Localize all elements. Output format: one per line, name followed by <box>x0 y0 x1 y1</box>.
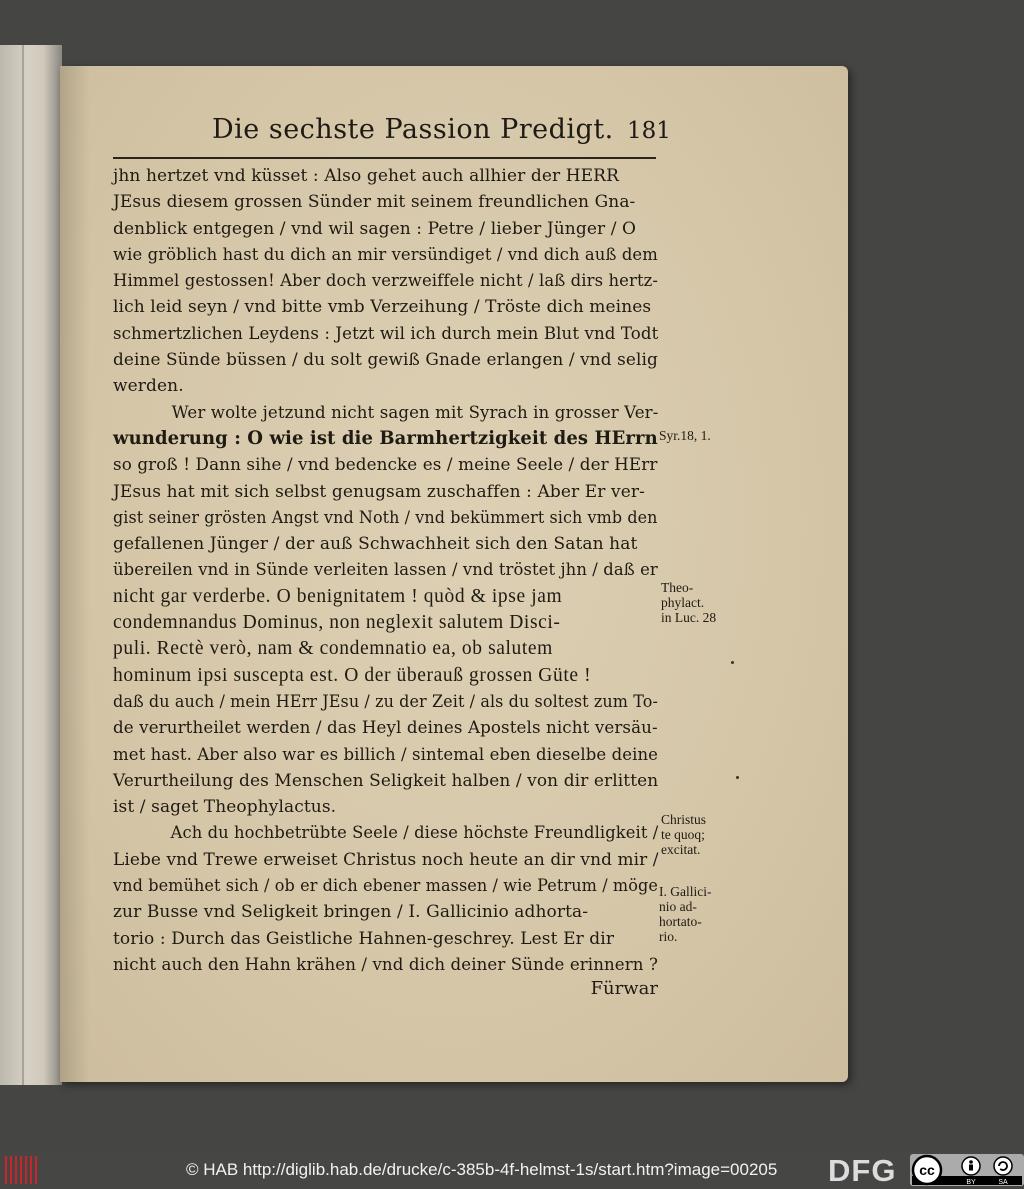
text-line: met hast. Aber also war es billich / sintemal eben dieselbe deine <box>113 744 659 765</box>
margin-note-line: Syr.18, 1. <box>659 428 711 443</box>
margin-note-line: in Luc. 28 <box>661 610 717 625</box>
text-line: wie gröblich hast du dich an mir versündiget / vnd dich auß dem <box>113 244 658 265</box>
text-line: Wer wolte jetzund nicht sagen mit Syrach in grosser Ver- <box>171 402 659 423</box>
gutter-shadow <box>60 66 90 1082</box>
text-line: vnd bemühet sich / ob er dich ebener massen / wie Petrum / möge <box>113 876 658 897</box>
margin-note-christus <box>661 812 706 857</box>
text-line: puli. Rectè verò, nam & condemnatio ea, ob salutem <box>113 638 553 660</box>
running-header: Die sechste Passion Predigt. <box>212 114 614 145</box>
dfg-logo: DFG <box>828 1153 897 1188</box>
paper-speck <box>731 661 734 664</box>
margin-note-theophylact <box>661 580 716 625</box>
text-line: gist seiner grösten Angst vnd Noth / vnd bekümmert sich vmb den <box>113 507 658 528</box>
margin-note-line: hortato- <box>659 914 702 929</box>
text-line: deine Sünde büssen / du solt gewiß Gnade erlangen / vnd selig <box>113 350 658 371</box>
text-line: JEsus hat mit sich selbst genugsam zuschaffen : Aber Er ver- <box>113 481 645 502</box>
margin-note-syrach <box>659 428 711 443</box>
text-line: daß du auch / mein HErr JEsu / zu der Zeit / als du soltest zum To- <box>113 691 659 712</box>
catchword: Fürwar <box>590 978 658 1000</box>
text-line: jhn hertzet vnd küsset : Also gehet auch allhier der HERR <box>113 166 619 186</box>
margin-note-line: nio ad- <box>659 899 697 914</box>
page-number: 181 <box>627 118 671 144</box>
text-line: Verurtheilung des Menschen Seligkeit halben / von dir erlitten <box>113 770 659 791</box>
sa-label: SA <box>998 1179 1008 1186</box>
margin-note-line: excitat. <box>661 842 701 857</box>
by-label: BY <box>966 1179 976 1186</box>
text-line: denblick entgegen / vnd wil sagen : Petre / lieber Jünger / O <box>113 218 637 239</box>
text-line: de verurtheilet werden / das Heyl deines Apostels nicht versäu- <box>113 718 658 739</box>
text-line: übereilen vnd in Sünde verleiten lassen / vnd tröstet jhn / daß er <box>113 560 658 581</box>
license-badge[interactable] <box>910 1154 1024 1186</box>
previous-page-edge <box>0 45 62 1085</box>
text-line: torio : Durch das Geistliche Hahnen-geschrey. Lest Er dir <box>113 928 615 949</box>
text-line: gefallenen Jünger / der auß Schwachheit sich den Satan hat <box>113 534 638 555</box>
text-line: ist / saget Theophylactus. <box>113 797 337 818</box>
text-line: hominum ipsi suscepta est. O der überauß grossen Güte ! <box>113 664 592 686</box>
by-icon <box>962 1157 980 1175</box>
margin-note-gallicinio <box>659 884 711 944</box>
text-line: JEsus diesem grossen Sünder mit seinem freundlichen Gna- <box>113 192 636 213</box>
text-line: wunderung : O wie ist die Barmhertzigkeit des HErrn <box>113 427 658 449</box>
margin-note-line: te quoq; <box>661 827 705 842</box>
paper-speck <box>736 776 739 779</box>
margin-note-line: I. Gallici- <box>659 884 712 899</box>
text-line: condemnandus Dominus, non neglexit salutem Disci- <box>113 612 561 634</box>
page-edge-line <box>22 45 24 1085</box>
sa-icon <box>994 1157 1012 1175</box>
text-line: Ach du hochbetrübte Seele / diese höchste Freundligkeit / <box>170 823 659 844</box>
margin-note-line: Theo- <box>661 580 694 595</box>
margin-note-line: rio. <box>659 929 678 944</box>
header-rule <box>113 157 656 159</box>
text-line: nicht auch den Hahn krähen / vnd dich deiner Sünde erinnern ? <box>113 954 658 975</box>
svg-text:cc: cc <box>919 1162 935 1178</box>
text-line: so groß ! Dann sihe / vnd bedencke es / meine Seele / der HErr <box>113 455 658 476</box>
copyright-link[interactable]: © HAB http://diglib.hab.de/drucke/c-385b-4f-helmst-1s/start.htm?image=00205 <box>186 1160 778 1179</box>
cc-icon <box>913 1156 941 1184</box>
text-line: schmertzlichen Leydens : Jetzt wil ich durch mein Blut vnd Todt <box>113 323 659 344</box>
margin-note-line: phylact. <box>661 595 705 610</box>
hab-logo <box>5 1156 37 1184</box>
margin-note-line: Christus <box>661 812 707 827</box>
text-line: Himmel gestossen! Aber doch verzweiffele nicht / laß dirs hertz- <box>113 271 659 292</box>
text-line: zur Busse vnd Seligkeit bringen / I. Gallicinio adhorta- <box>113 902 589 923</box>
text-line: lich leid seyn / vnd bitte vmb Verzeihung / Tröste dich meines <box>113 297 652 318</box>
text-line: Liebe vnd Trewe erweiset Christus noch heute an dir vnd mir / <box>113 849 659 870</box>
text-line: werden. <box>113 376 184 397</box>
viewer-footer <box>0 1152 1024 1188</box>
body-text <box>113 163 658 999</box>
text-line: nicht gar verderbe. O benignitatem ! quòd & ipse jam <box>113 585 563 607</box>
